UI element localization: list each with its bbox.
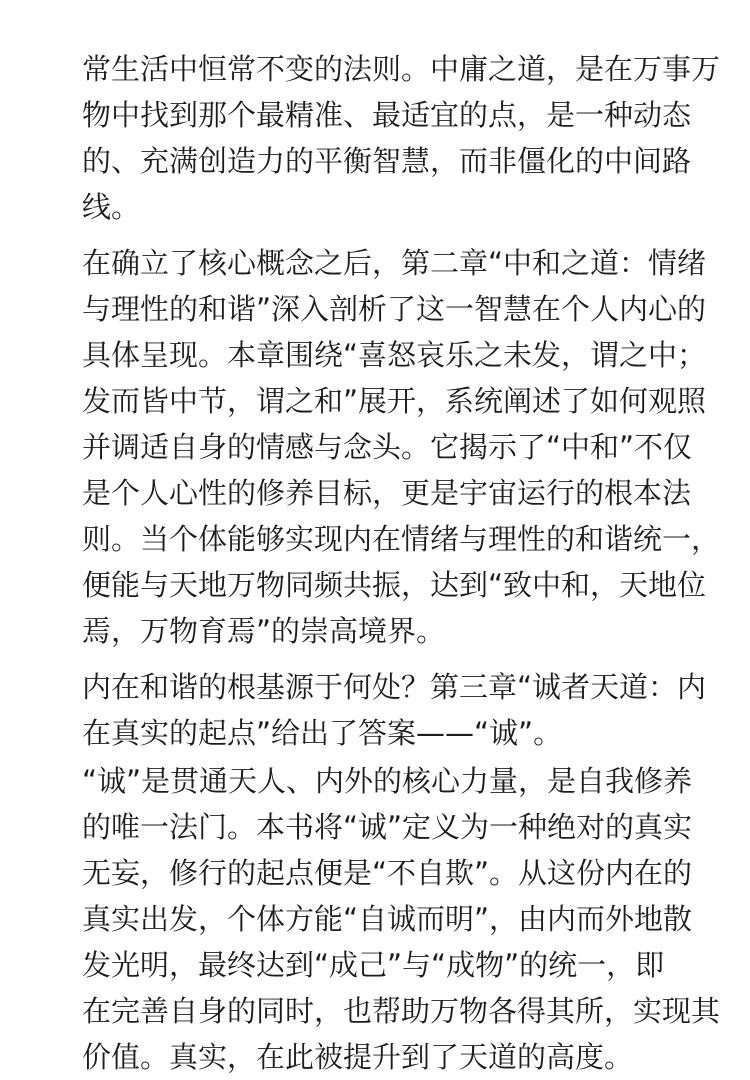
text-line: 发光明，最终达到“成己”与“成物”的统一，即 <box>82 948 665 982</box>
paragraph-gap <box>82 654 682 664</box>
text-line: 真实出发，个体方能“自诚而明”，由内而外地散 <box>82 902 693 936</box>
text-line: 并调适自身的情感与念头。它揭示了“中和”不仅 <box>82 430 693 464</box>
text-line: 价值。真实，在此被提升到了天道的高度。 <box>82 1040 634 1074</box>
body-text <box>82 46 721 1080</box>
text-line: 内在和谐的根基源于何处？第三章“诚者天道：内 <box>82 670 707 704</box>
text-line: “诚”是贯通天人、内外的核心力量，是自我修养 <box>82 764 693 798</box>
paragraph-3 <box>82 664 707 756</box>
text-line: 在确立了核心概念之后，第二章“中和之道：情绪 <box>82 246 707 280</box>
paragraph-gap <box>82 230 682 240</box>
text-line: 与理性的和谐”深入剖析了这一智慧在个人内心的 <box>82 292 707 326</box>
text-line: 是个人心性的修养目标，更是宇宙运行的根本法 <box>82 476 692 510</box>
text-line: 的、充满创造力的平衡智慧，而非僵化的中间路 <box>82 144 692 178</box>
paragraph-4 <box>82 758 721 1080</box>
text-line: 常生活中恒常不变的法则。中庸之道，是在万事万 <box>82 52 721 86</box>
text-line: 物中找到那个最精准、最适宜的点，是一种动态 <box>82 98 692 132</box>
text-line: 线。 <box>82 190 141 224</box>
text-line: 则。当个体能够实现内在情绪与理性的和谐统一， <box>82 522 721 556</box>
text-line: 的唯一法门。本书将“诚”定义为一种绝对的真实 <box>82 810 693 844</box>
text-line: 便能与天地万物同频共振，达到“致中和，天地位 <box>82 568 707 602</box>
paragraph-2 <box>82 240 721 654</box>
paragraph-1 <box>82 46 721 230</box>
text-line: 无妄，修行的起点便是“不自欺”。从这份内在的 <box>82 856 693 890</box>
text-line: 发而皆中节，谓之和”展开，系统阐述了如何观照 <box>82 384 707 418</box>
text-line: 在完善自身的同时，也帮助万物各得其所，实现其 <box>82 994 721 1028</box>
text-line: 焉，万物育焉”的崇高境界。 <box>82 614 446 648</box>
text-line: 具体呈现。本章围绕“喜怒哀乐之未发，谓之中； <box>82 338 707 372</box>
text-line: 在真实的起点”给出了答案——“诚”。 <box>82 716 563 750</box>
